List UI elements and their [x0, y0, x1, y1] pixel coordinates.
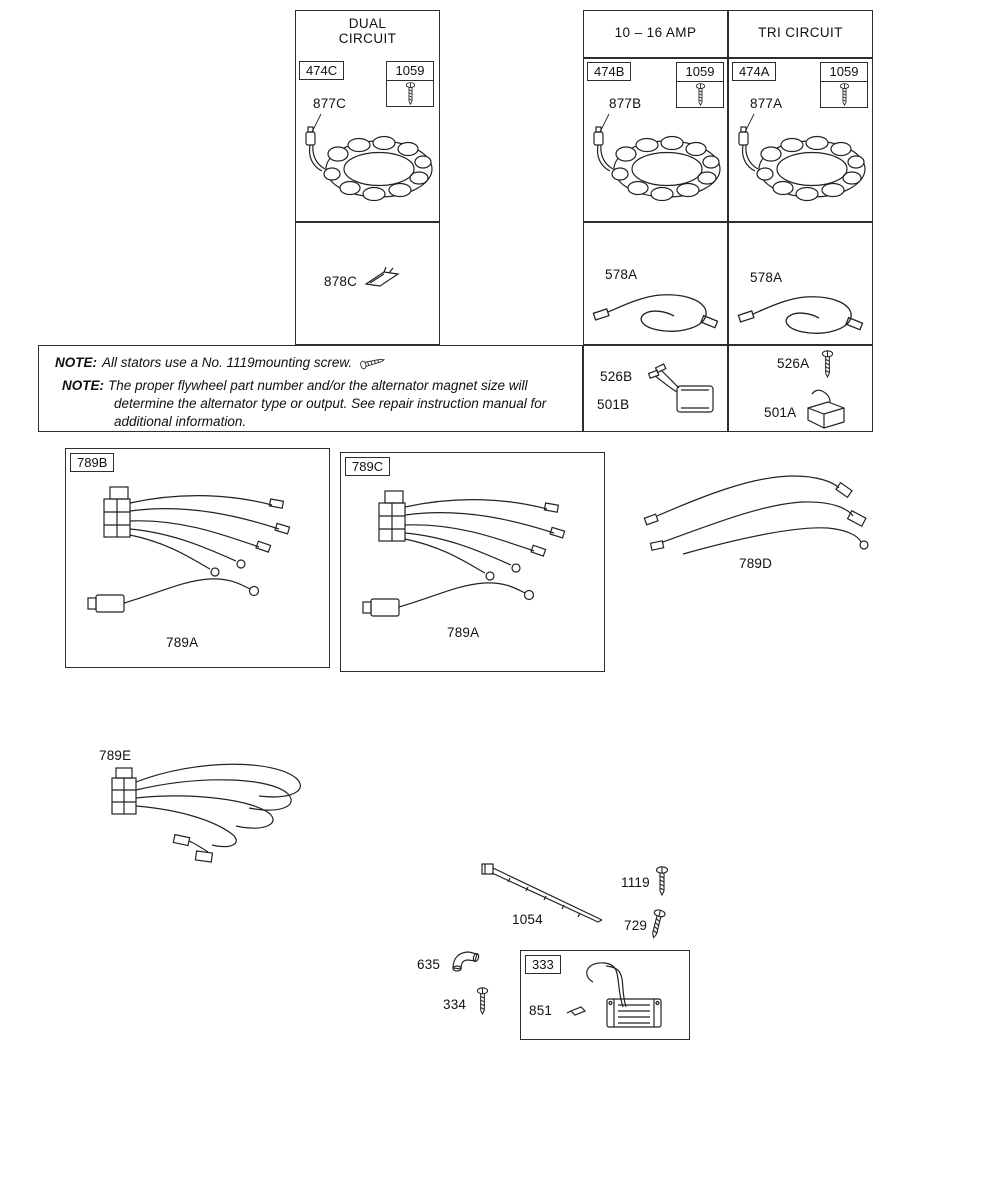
screw-icon — [476, 986, 489, 1016]
part-label-877b: 877B — [609, 96, 642, 111]
part-label-789e: 789E — [99, 748, 132, 763]
ref-label-789b: 789B — [70, 453, 114, 472]
screw-icon — [821, 349, 834, 379]
note-line-1 — [55, 355, 386, 370]
tri-title: TRI CIRCUIT — [758, 25, 843, 40]
screw-ref-unit-amp — [676, 62, 724, 108]
screw-icon — [839, 83, 850, 106]
part-label-878c: 878C — [324, 274, 358, 289]
part-number-1059: 1059 — [821, 63, 867, 82]
cable-tie-drawing — [478, 860, 608, 928]
stator-drawing — [588, 112, 723, 212]
part-label-1054: 1054 — [512, 912, 543, 927]
regulator-cube-drawing — [800, 386, 852, 430]
screw-ref-unit-dual — [386, 61, 434, 107]
harness-789b-panel — [65, 448, 330, 668]
screw-icon — [646, 907, 667, 941]
elbow-fitting-drawing — [449, 948, 483, 974]
note-line-2 — [62, 377, 577, 431]
note-text: The proper flywheel part number and/or the alternator magnet size will determine the alternator type or output. See repair instruction manual for additional information. — [108, 378, 547, 429]
ignition-coil-drawing — [527, 955, 685, 1035]
part-label-851: 851 — [529, 1003, 553, 1018]
regulator-drawing — [645, 362, 725, 424]
part-label-789a: 789A — [447, 625, 480, 640]
harness-789e-drawing — [104, 744, 319, 874]
part-label-877a: 877A — [750, 96, 783, 111]
dual-circuit-title-line2: CIRCUIT — [338, 31, 397, 46]
harness-drawing — [349, 481, 599, 646]
ignition-coil-panel — [520, 950, 690, 1040]
note-label: NOTE: — [62, 378, 104, 393]
diode-strip-drawing — [362, 262, 402, 294]
screw-icon — [359, 353, 387, 372]
part-label-877c: 877C — [313, 96, 347, 111]
part-label-578a-amp: 578A — [605, 267, 638, 282]
note-text: All stators use a No. 1119mounting screw. — [102, 355, 353, 370]
part-label-501b: 501B — [597, 397, 630, 412]
note-label: NOTE: — [55, 355, 97, 370]
ref-label-333: 333 — [525, 955, 561, 974]
part-label-501a: 501A — [764, 405, 797, 420]
ref-label-474a: 474A — [732, 62, 776, 81]
part-label-789d: 789D — [739, 556, 773, 571]
ref-label-474b: 474B — [587, 62, 631, 81]
part-number-1059: 1059 — [387, 62, 433, 81]
part-label-526a: 526A — [777, 356, 810, 371]
part-label-729: 729 — [624, 918, 648, 933]
wire-set-789d-drawing — [643, 466, 878, 561]
part-label-578a-tri: 578A — [750, 270, 783, 285]
dual-circuit-title-line1: DUAL — [348, 16, 387, 31]
part-label-334: 334 — [443, 997, 467, 1012]
amp-title: 10 – 16 AMP — [614, 25, 697, 40]
wire-loop-drawing — [592, 287, 722, 345]
screw-icon — [695, 83, 706, 106]
screw-icon — [405, 82, 416, 105]
harness-drawing — [74, 477, 324, 642]
stator-drawing — [300, 112, 435, 212]
ref-label-789c: 789C — [345, 457, 390, 476]
harness-789c-panel — [340, 452, 605, 672]
dual-circuit-title — [295, 16, 440, 46]
screw-icon — [655, 866, 669, 896]
part-label-1119: 1119 — [621, 875, 650, 890]
wire-loop-drawing — [737, 289, 867, 347]
part-number-1059: 1059 — [677, 63, 723, 82]
part-label-789a: 789A — [166, 635, 199, 650]
screw-ref-unit-tri — [820, 62, 868, 108]
ref-label-474c: 474C — [299, 61, 344, 80]
part-label-526b: 526B — [600, 369, 633, 384]
stator-drawing — [733, 112, 868, 212]
part-label-635: 635 — [417, 957, 441, 972]
